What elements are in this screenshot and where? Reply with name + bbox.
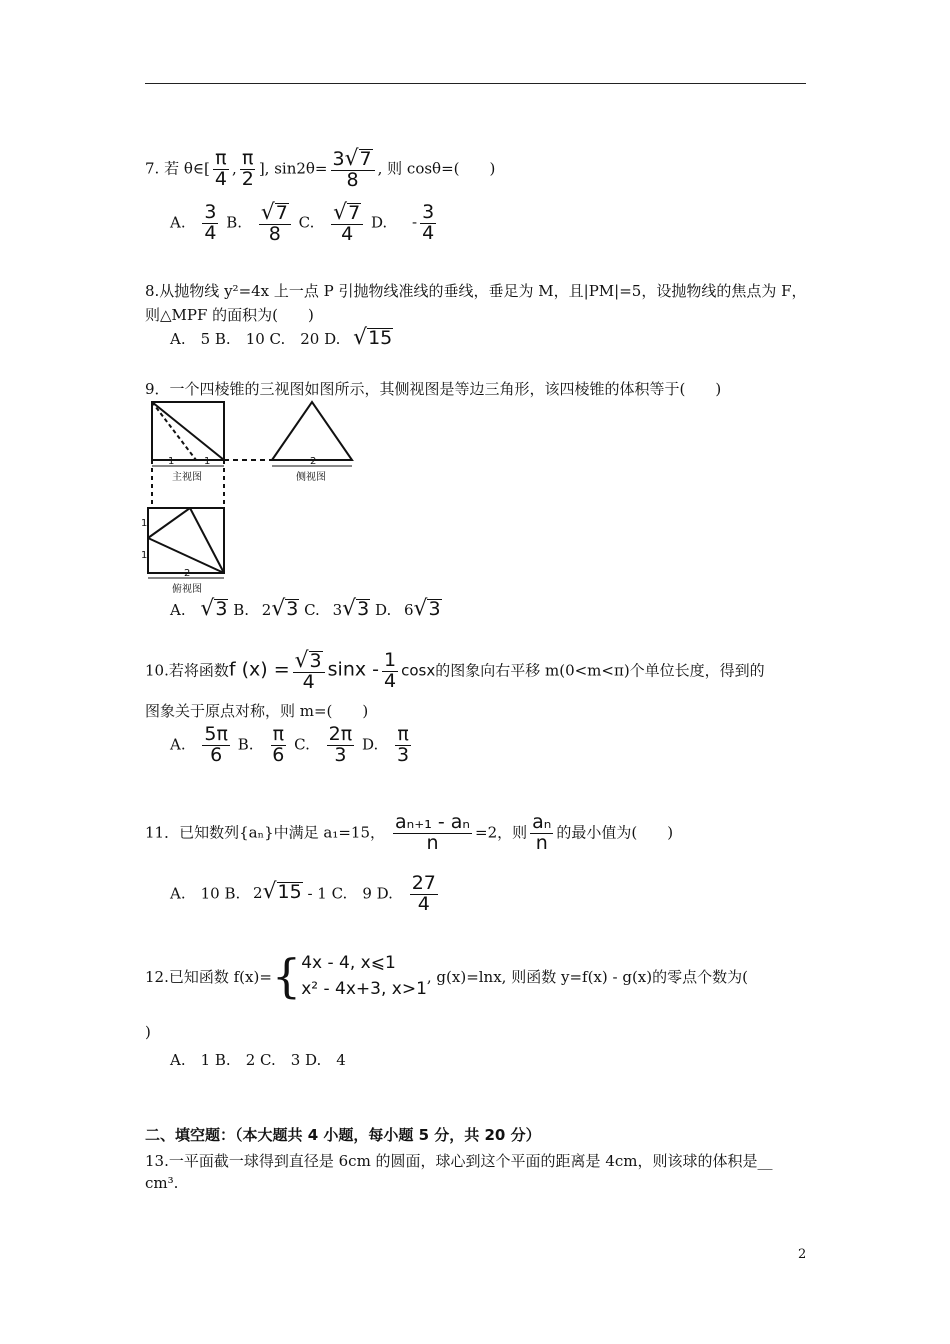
header-rule — [145, 83, 806, 84]
dim-label: 2 — [310, 456, 317, 467]
question-8-line2: 则△MPF 的面积为( ) — [145, 306, 314, 324]
top-view-label: 俯视图 — [172, 584, 202, 595]
case-1: 4x - 4, x⩽1 — [301, 953, 396, 973]
question-12: 12.已知函数 f(x)= { 4x - 4, x⩽1 x² - 4x+3, x>1 , g(x)=lnx, 则函数 y=f(x) - g(x)的零点个数为( — [145, 949, 748, 1004]
dim-label: 1 — [141, 550, 148, 561]
section-2-title: 二、填空题：（本大题共 4 小题，每小题 5 分，共 20 分） — [145, 1126, 541, 1144]
piecewise-brace: { — [271, 949, 302, 1004]
top-view-rect — [148, 508, 224, 573]
question-11-options: A. 10 B. 2 √ 15 - 1 C. 9 D. $\frac{27}{4}$ — [170, 872, 436, 915]
dim-label: 2 — [184, 568, 191, 579]
question-8-options: A. 5 B. 10 C. 20 D. √ 15 — [170, 325, 393, 350]
dim-label: 1 — [141, 518, 148, 529]
question-10-line1: 10.若将函数f (x) = √ 3 4 sinx - $\frac{1}{4}$ cosx的图象向右平移 m(0<m<π)个单位长度，得到的 — [145, 648, 765, 693]
question-10-line2: 图象关于原点对称，则 m=( ) — [145, 702, 369, 720]
side-view-triangle — [272, 402, 352, 460]
question-9: 9．一个四棱锥的三视图如图所示，其侧视图是等边三角形，该四棱锥的体积等于( ) — [145, 380, 722, 398]
question-12-options: A. 1 B. 2 C. 3 D. 4 — [170, 1051, 346, 1069]
page-number: 2 — [798, 1247, 807, 1262]
question-7-options: A. $\frac{3}{4}$ B. √ 7 8 C. √ 7 4 D. - $\frac{3}{4}$ — [170, 200, 435, 245]
question-8-line1: 8.从抛物线 y²=4x 上一点 P 引抛物线准线的垂线，垂足为 M，且|PM|=5，设抛物线的焦点为 F， — [145, 282, 807, 300]
question-13-line1: 13.一平面截一球得到直径是 6cm 的圆面，球心到这个平面的距离是 4cm，则该球的体积是__ — [145, 1152, 773, 1170]
question-7: 7. 若 θ∈[ $\frac{\pi}{4}$ , $\frac{\pi}{2}$ ], sin2θ= 3 √ 7 8 , 则 cosθ=( ) — [145, 146, 496, 191]
three-view-figure — [140, 398, 360, 598]
question-11: 11．已知数列{aₙ}中满足 a₁=15， $\frac{\text{aₙ₊₁ - aₙ}}{n}$ =2，则 $\frac{\text{aₙ}}{n}$ 的最小值为( ) — [145, 811, 674, 854]
side-view-label: 侧视图 — [296, 472, 326, 483]
question-10-options: A. $\frac{5\pi}{6}$ B. $\frac{\pi}{6}$ C. $\frac{2\pi}{3}$ D. $\frac{\pi}{3}$ — [170, 723, 410, 766]
question-13-line2: cm³. — [145, 1174, 179, 1192]
question-9-options: A. √ 3 B. 2 √ 3 C. 3 √ 3 D. 6 √ 3 — [170, 596, 441, 621]
dim-label: 1 — [204, 456, 211, 467]
dim-label: 1 — [168, 456, 175, 467]
case-2: x² - 4x+3, x>1 — [301, 979, 427, 1000]
question-12-line2: ) — [145, 1023, 151, 1041]
front-view-label: 主视图 — [172, 472, 202, 483]
